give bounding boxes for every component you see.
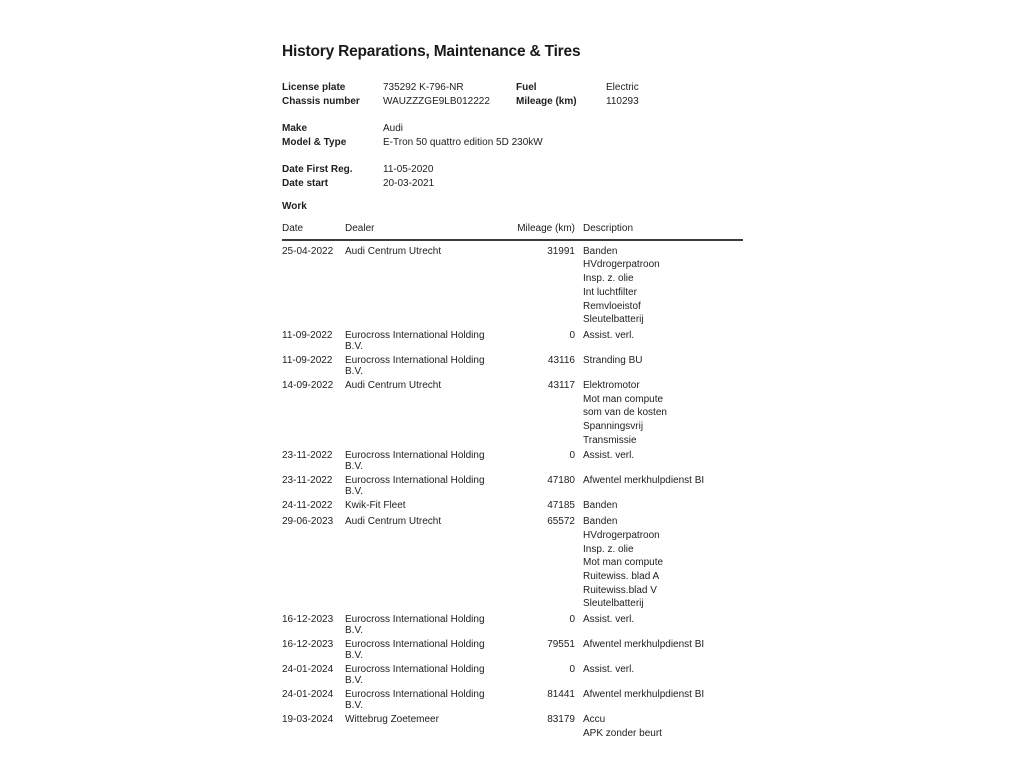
table-row [282,245,743,327]
work-row-mileage: 79551 [547,639,575,651]
work-row-description [575,713,743,740]
work-row-mileage: 0 [569,450,575,462]
license-plate-value: 735292 K-796-NR [383,82,464,93]
work-row-dealer: Eurocross International Holding B.V. [345,329,485,352]
info-row [282,163,743,177]
table-row [282,713,743,740]
work-row-description [575,499,743,513]
work-row-mileage: 0 [569,329,575,341]
description-line: Remvloeistof [583,300,641,312]
work-table-body [282,241,743,741]
work-row-date: 11-09-2022 [282,329,333,341]
date-first-reg-label: Date First Reg. [282,164,353,175]
description-line: Ruitewiss. blad A [583,570,660,582]
page-title: History Reparations, Maintenance & Tires [282,43,581,60]
work-row-date: 14-09-2022 [282,379,334,391]
work-row-description [575,354,743,368]
description-line: Banden [583,245,618,257]
description-line: APK zonder beurt [583,727,662,739]
description-line: Transmissie [583,434,637,446]
work-row-mileage: 43116 [547,354,575,366]
info-row [282,177,743,191]
fuel-value: Electric [606,82,639,93]
description-line: Ruitewiss.blad V [583,584,657,596]
work-row-mileage: 43117 [547,379,575,391]
work-row-date: 29-06-2023 [282,516,334,528]
identification-section [282,81,743,109]
table-row [282,449,743,472]
description-line: Accu [583,714,606,726]
table-row [282,499,743,513]
description-line: Elektromotor [583,379,640,391]
work-row-date: 19-03-2024 [282,714,334,726]
description-line: Afwentel merkhulpdienst BI [583,475,705,487]
date-first-reg-value: 11-05-2020 [383,164,434,175]
description-line: Mot man compute [583,557,664,569]
work-row-dealer: Kwik-Fit Fleet [345,500,406,512]
work-row-dealer: Eurocross International Holding B.V. [345,354,485,377]
description-line: Insp. z. olie [583,543,634,555]
work-row-dealer: Audi Centrum Utrecht [345,516,442,528]
fuel-label: Fuel [516,82,537,93]
work-row-date: 11-09-2022 [282,354,333,366]
work-row-description [575,449,743,463]
work-row-mileage: 0 [569,614,575,626]
work-row-description [575,663,743,677]
description-line: Mot man compute [583,393,664,405]
description-line: Assist. verl. [583,329,635,341]
work-row-dealer: Eurocross International Holding B.V. [345,689,485,712]
work-heading: Work [282,201,307,212]
mileage-label: Mileage (km) [516,96,577,107]
work-row-mileage: 65572 [547,516,575,528]
work-row-mileage: 81441 [547,689,575,701]
work-row-date: 23-11-2022 [282,475,333,487]
work-row-date: 16-12-2023 [282,614,334,626]
description-line: Assist. verl. [583,664,635,676]
table-row [282,663,743,686]
model-type-label: Model & Type [282,137,347,148]
work-row-date: 24-11-2022 [282,500,333,512]
date-start-label: Date start [282,178,329,189]
work-row-mileage: 47180 [547,475,575,487]
work-row-mileage: 31991 [547,245,575,257]
description-line: Insp. z. olie [583,273,634,285]
table-row [282,638,743,661]
model-type-value: E-Tron 50 quattro edition 5D 230kW [383,137,543,148]
table-row [282,329,743,352]
work-row-description [575,515,743,611]
work-row-description [575,379,743,448]
chassis-number-label: Chassis number [282,96,360,107]
description-line: Sleutelbatterij [583,598,644,610]
work-row-description [575,329,743,343]
make-label: Make [282,123,308,134]
table-row [282,474,743,497]
table-row [282,354,743,377]
work-row-mileage: 0 [569,664,575,676]
work-row-date: 25-04-2022 [282,245,334,257]
mileage-value: 110293 [606,96,639,107]
work-row-date: 24-01-2024 [282,664,334,676]
work-row-dealer: Eurocross International Holding B.V. [345,664,485,687]
description-line: Sleutelbatterij [583,314,644,326]
chassis-number-value: WAUZZZGE9LB012222 [383,96,490,107]
info-row [282,122,743,136]
info-row [282,81,743,95]
info-row [282,95,743,109]
table-row [282,379,743,448]
description-line: Assist. verl. [583,614,635,626]
work-row-dealer: Eurocross International Holding B.V. [345,614,485,637]
work-section [282,200,743,740]
column-header-description: Description [583,223,634,234]
work-row-description [575,688,743,702]
work-row-dealer: Eurocross International Holding B.V. [345,475,485,498]
license-plate-label: License plate [282,82,346,93]
description-line: Assist. verl. [583,450,635,462]
work-row-mileage: 83179 [547,714,575,726]
description-line: Spanningsvrij [583,421,644,433]
work-row-dealer: Wittebrug Zoetemeer [345,714,439,726]
work-row-description [575,474,743,488]
work-row-date: 16-12-2023 [282,639,334,651]
work-row-description [575,245,743,327]
column-header-mileage: Mileage (km) [517,223,575,234]
description-line: Banden [583,500,618,512]
table-row [282,613,743,636]
vehicle-history-document [282,44,743,742]
work-row-description [575,638,743,652]
work-row-dealer: Eurocross International Holding B.V. [345,639,485,662]
make-model-section [282,122,743,150]
work-row-description [575,613,743,627]
description-line: Banden [583,516,618,528]
work-table-header [282,222,743,241]
work-row-dealer: Audi Centrum Utrecht [345,245,442,257]
description-line: som van de kosten [583,407,667,419]
column-header-dealer: Dealer [345,223,375,234]
dates-section [282,163,743,191]
description-line: Afwentel merkhulpdienst BI [583,689,705,701]
date-start-value: 20-03-2021 [383,178,435,189]
column-header-date: Date [282,223,304,234]
work-row-date: 23-11-2022 [282,450,333,462]
make-value: Audi [383,123,404,134]
table-row [282,688,743,711]
info-row [282,136,743,150]
work-row-date: 24-01-2024 [282,689,334,701]
work-row-dealer: Eurocross International Holding B.V. [345,450,485,473]
description-line: Afwentel merkhulpdienst BI [583,639,705,651]
table-row [282,515,743,611]
description-line: HVdrogerpatroon [583,529,660,541]
work-row-dealer: Audi Centrum Utrecht [345,379,442,391]
description-line: Int luchtfilter [583,286,637,298]
work-row-mileage: 47185 [547,500,575,512]
description-line: Stranding BU [583,354,643,366]
description-line: HVdrogerpatroon [583,259,660,271]
